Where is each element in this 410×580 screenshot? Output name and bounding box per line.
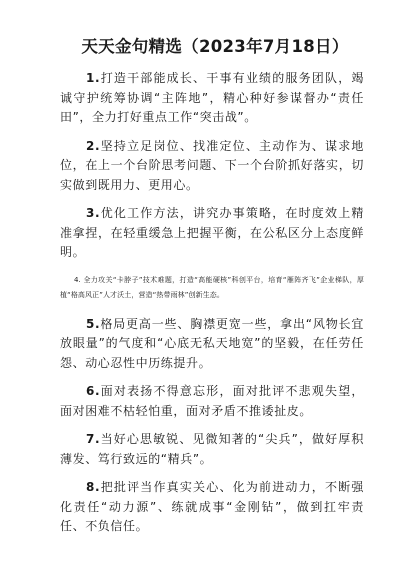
list-item-8 [60, 478, 364, 537]
item-text: 打造干部能成长、干事有业绩的服务团队，竭诚守护统筹协调“主阵地”，精心种好参谋督办“责任田”，全力打好重点工作“突击战”。 [60, 71, 364, 124]
item-text: 优化工作方法，讲究办事策略，在时度效上精准拿捏，在轻重缓急上把握平衡，在公私区分上态度鲜明。 [60, 206, 364, 259]
item-number: 1. [86, 71, 101, 85]
item-number: 2. [86, 138, 101, 153]
list-item-3 [60, 204, 364, 263]
item-text: 格局更高一些、胸襟更宽一些，拿出“风物长宜放眼量”的气度和“心底无私天地宽”的坚毅，在任劳任怨、动心忍性中历练提升。 [60, 316, 364, 370]
item-text: 当好心思敏锐、见微知著的“尖兵”，做好厚积薄发、笃行致远的“精兵”。 [60, 432, 364, 466]
item-text: 坚持立足岗位、找准定位、主动作为、谋求地位，在上一个台阶思考问题、下一个台阶抓好落实，切实做到既用力、更用心。 [60, 138, 364, 192]
list-item-6 [60, 382, 364, 421]
list-item-4 [60, 273, 364, 303]
item-number: 6. [86, 384, 101, 398]
item-number: 5. [86, 316, 101, 331]
item-number: 4. [74, 275, 81, 284]
item-text: 把批评当作真实关心、化为前进动力，不断强化责任“动力源”、练就成事“金刚钻”，做到扛牢责任、不负信任。 [60, 480, 364, 533]
item-number: 3. [86, 206, 101, 220]
item-number: 7. [86, 432, 101, 446]
list-item-1 [60, 69, 364, 128]
document-title: 天天金句精选（2023年7月18日） [81, 37, 349, 56]
item-text: 全力攻关“卡脖子”技术难题，打造“高能硬核”科创平台，培育“雁阵齐飞”企业梯队，厚植“格高风正”人才沃土，营造“热带雨林”创新生态。 [60, 275, 365, 299]
item-text: 面对表扬不得意忘形，面对批评不悲观失望，面对困难不枯轻怕重，面对矛盾不推诿扯皮。 [60, 384, 364, 418]
item-number: 8. [86, 480, 101, 494]
list-item-2 [60, 137, 364, 196]
list-item-5 [60, 315, 364, 374]
list-item-7 [60, 430, 364, 469]
